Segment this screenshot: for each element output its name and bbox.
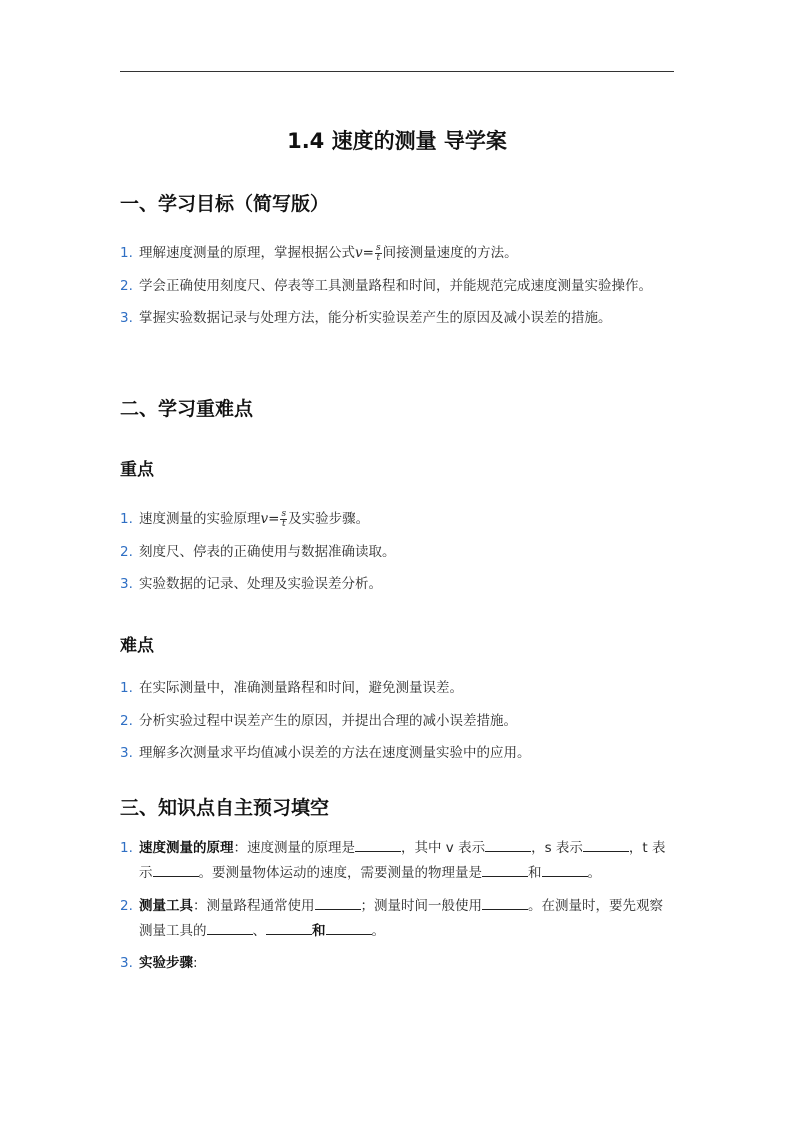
list-item: 3. 理解多次测量求平均值减小误差的方法在速度测量实验中的应用。	[120, 745, 531, 761]
list-item: 3. 掌握实验数据记录与处理方法，能分析实验误差产生的原因及减小误差的措施。	[120, 310, 612, 326]
header-rule	[120, 71, 674, 72]
fill-blank[interactable]	[482, 896, 528, 910]
list-item: 3. 实验步骤:	[120, 955, 198, 971]
list-item: 2. 学会正确使用刻度尺、停表等工具测量路程和时间，并能规范完成速度测量实验操作。	[120, 277, 652, 294]
fill-blank[interactable]	[485, 838, 531, 852]
fill-blank[interactable]	[266, 921, 312, 935]
goals-list	[120, 241, 674, 339]
list-item: 2. 测量工具：测量路程通常使用 ；测量时间一般使用 。在测量时，要先观察测量工具的 、 和 。	[120, 897, 663, 939]
formula-fraction: $\frac{s}{t}$	[281, 508, 287, 529]
list-item: 1. 速度测量的原理：速度测量的原理是 ，其中 v 表示 ，s 表示 ，t 表示 。要测量物体运动的速度，需要测量的物理量是 和 。	[120, 840, 666, 881]
list-item: 1. 在实际测量中，准确测量路程和时间，避免测量误差。	[120, 680, 463, 696]
fill-blank[interactable]	[326, 921, 372, 935]
list-item: 2. 分析实验过程中误差产生的原因，并提出合理的减小误差措施。	[120, 712, 517, 729]
fill-blank[interactable]	[583, 838, 629, 852]
fill-blank[interactable]	[355, 838, 401, 852]
subheading-key: 重点	[120, 460, 154, 480]
section-heading-keypoints: 二、学习重难点	[120, 398, 254, 420]
fill-blank[interactable]	[153, 863, 199, 877]
list-item: 1. 理解速度测量的原理，掌握根据公式v= $\frac{s}{t}$ 间接测量速度的方法。	[120, 242, 518, 263]
fill-blank[interactable]	[315, 896, 361, 910]
section-heading-preview: 三、知识点自主预习填空	[120, 797, 330, 819]
fill-blank[interactable]	[482, 863, 528, 877]
formula-fraction: $\frac{s}{t}$	[375, 242, 381, 263]
list-item: 2. 刻度尺、停表的正确使用与数据准确读取。	[120, 543, 396, 560]
list-item: 3. 实验数据的记录、处理及实验误差分析。	[120, 576, 382, 592]
document-title: 1.4 速度的测量 导学案	[287, 129, 507, 153]
list-item: 1. 速度测量的实验原理v= $\frac{s}{t}$ 及实验步骤。	[120, 508, 370, 529]
difficult-points-list	[120, 676, 674, 774]
section-heading-goals: 一、学习目标（简写版）	[120, 193, 330, 215]
fill-blank[interactable]	[542, 863, 588, 877]
preview-list	[120, 836, 674, 984]
key-points-list	[120, 507, 674, 605]
subheading-difficult: 难点	[120, 636, 154, 656]
fill-blank[interactable]	[207, 921, 253, 935]
